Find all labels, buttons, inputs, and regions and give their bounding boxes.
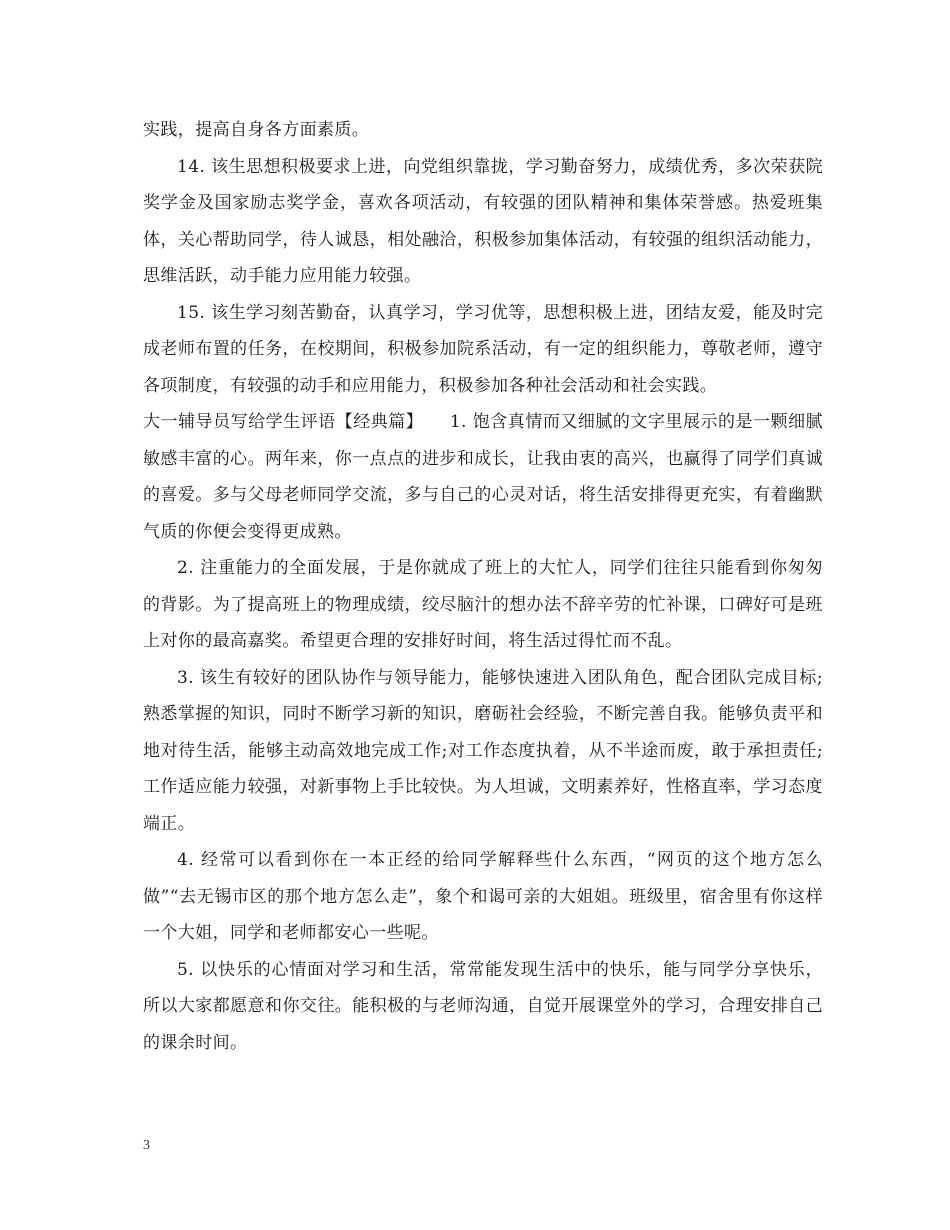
paragraph-item-15: 15. 该生学习刻苦勤奋，认真学习，学习优等，思想积极上进，团结友爱，能及时完成老师布置的任务，在校期间，积极参加院系活动，有一定的组织能力，尊敬老师，遵守各项制度，有较强的动手和应用能力，积极参加各种社会活动和社会实践。	[143, 302, 823, 396]
paragraph-item-14: 14. 该生思想积极要求上进，向党组织靠拢，学习勤奋努力，成绩优秀，多次荣获院奖学金及国家励志奖学金，喜欢各项活动，有较强的团队精神和集体荣誉感。热爱班集体，关心帮助同学，待人诚恳，相处融洽，积极参加集体活动，有较强的组织活动能力，思维活跃，动手能力应用能力较强。	[143, 156, 823, 286]
section-heading-paragraph-1: 大一辅导员写给学生评语【经典篇】 1. 饱含真情而又细腻的文字里展示的是一颗细腻敏感丰富的心。两年来，你一点点的进步和成长，让我由衷的高兴，也赢得了同学们真诚的喜爱。多与父母老师同学交流，多与自己的心灵对话，将生活安排得更充实，有着幽默气质的你便会变得更成熟。	[143, 412, 823, 542]
paragraph-item-2: 2. 注重能力的全面发展，于是你就成了班上的大忙人，同学们往往只能看到你匆匆的背影。为了提高班上的物理成绩，绞尽脑汁的想办法不辞辛劳的忙补课，口碑好可是班上对你的最高嘉奖。希望更合理的安排好时间，将生活过得忙而不乱。	[143, 558, 823, 651]
page-number: 3	[143, 1138, 150, 1153]
paragraph-item-3: 3. 该生有较好的团队协作与领导能力，能够快速进入团队角色，配合团队完成目标;熟悉掌握的知识，同时不断学习新的知识，磨砺社会经验，不断完善自我。能够负责平和地对待生活，能够主动高效地完成工作;对工作态度执着，从不半途而废，敢于承担责任;工作适应能力较强，对新事物上手比较快。为人坦诚，文明素养好，性格直率，学习态度端正。	[143, 667, 823, 834]
paragraph-continuation: 实践，提高自身各方面素质。	[143, 120, 370, 140]
paragraph-item-4: 4. 经常可以看到你在一本正经的给同学解释些什么东西，“网页的这个地方怎么做”“去无锡市区的那个地方怎么走”，象个和谒可亲的大姐姐。班级里，宿舍里有你这样一个大姐，同学和老师都安心一些呢。	[143, 850, 823, 943]
document-body	[143, 112, 823, 1061]
paragraph-item-5: 5. 以快乐的心情面对学习和生活，常常能发现生活中的快乐，能与同学分享快乐，所以大家都愿意和你交往。能积极的与老师沟通，自觉开展课堂外的学习，合理安排自己的课余时间。	[143, 959, 823, 1053]
